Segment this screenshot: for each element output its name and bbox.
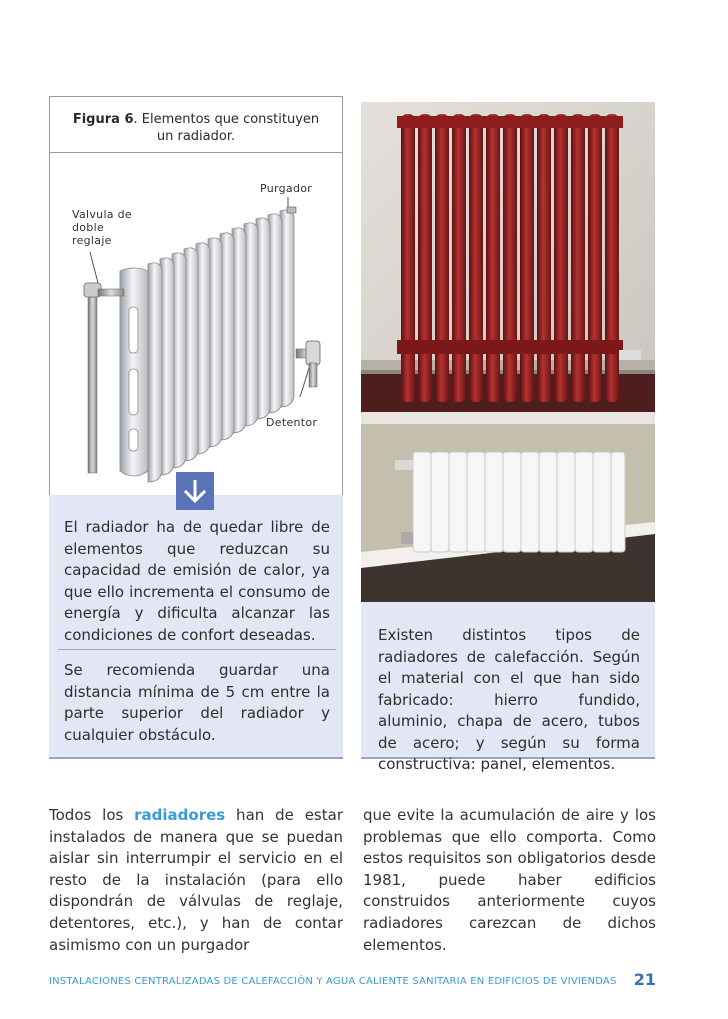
photo-white-radiator — [361, 412, 655, 602]
footer-title: INSTALACIONES CENTRALIZADAS DE CALEFACCIÓN Y AGUA CALIENTE SANITARIA EN EDIFICIOS DE VIVIENDAS — [49, 976, 617, 987]
label-valvula-line1: Valvula de — [72, 208, 132, 221]
caption-divider — [50, 152, 342, 153]
figure-box — [49, 96, 343, 497]
body-col1-lead: Todos los — [49, 806, 135, 824]
body-highlight-radiadores: radiadores — [134, 806, 226, 824]
label-purgador: Purgador — [260, 182, 313, 195]
figure-caption — [50, 111, 342, 145]
figure-number: Figura 6 — [72, 112, 134, 127]
panel-divider — [58, 649, 336, 650]
arrow-down-icon — [176, 472, 214, 510]
arrow-down-badge — [176, 472, 214, 510]
page-number: 21 — [633, 970, 656, 989]
label-detentor: Detentor — [266, 416, 318, 429]
label-valvula-line2: doble — [72, 221, 105, 234]
body-column-1 — [49, 805, 343, 956]
body-col1-rest: han de estar instalados de manera que se puedan aislar sin interrumpir el servicio en el resto de la instalación (para ello dispondrán de válvulas de reglaje, detentores, etc.), y han de contar asimismo con un purgador — [49, 806, 343, 954]
radiator-illustration — [50, 197, 342, 497]
figure-caption-text: . Elementos que constituyen — [133, 112, 320, 127]
panel-right-paragraph: Existen distintos tipos de radiadores de calefacción. Según el material con el que han sido fabricado: hierro fundido, aluminio, chapa de acero, tubos de acero; y según su forma constructiva: panel, elementos. — [378, 626, 640, 773]
photo-red-radiator — [361, 102, 655, 412]
panel-left-paragraph2: Se recomienda guardar una distancia mínima de 5 cm entre la parte superior del radiador y cualquier obstáculo. — [64, 661, 330, 744]
panel-left-paragraph1: El radiador ha de quedar libre de elementos que reduzcan su capacidad de emisión de calor, ya que ello incrementa el consumo de energía y dificulta alcanzar las condiciones de confort deseadas. — [64, 518, 330, 644]
body-column-2: que evite la acumulación de aire y los problemas que ello comporta. Como estos requisitos son obligatorios desde 1981, puede haber edificios construidos anteriormente cuyos radiadores carezcan de dichos elementos. — [363, 806, 656, 954]
label-valvula-line3: reglaje — [72, 234, 112, 247]
figure-caption-line2: un radiador. — [156, 129, 236, 144]
